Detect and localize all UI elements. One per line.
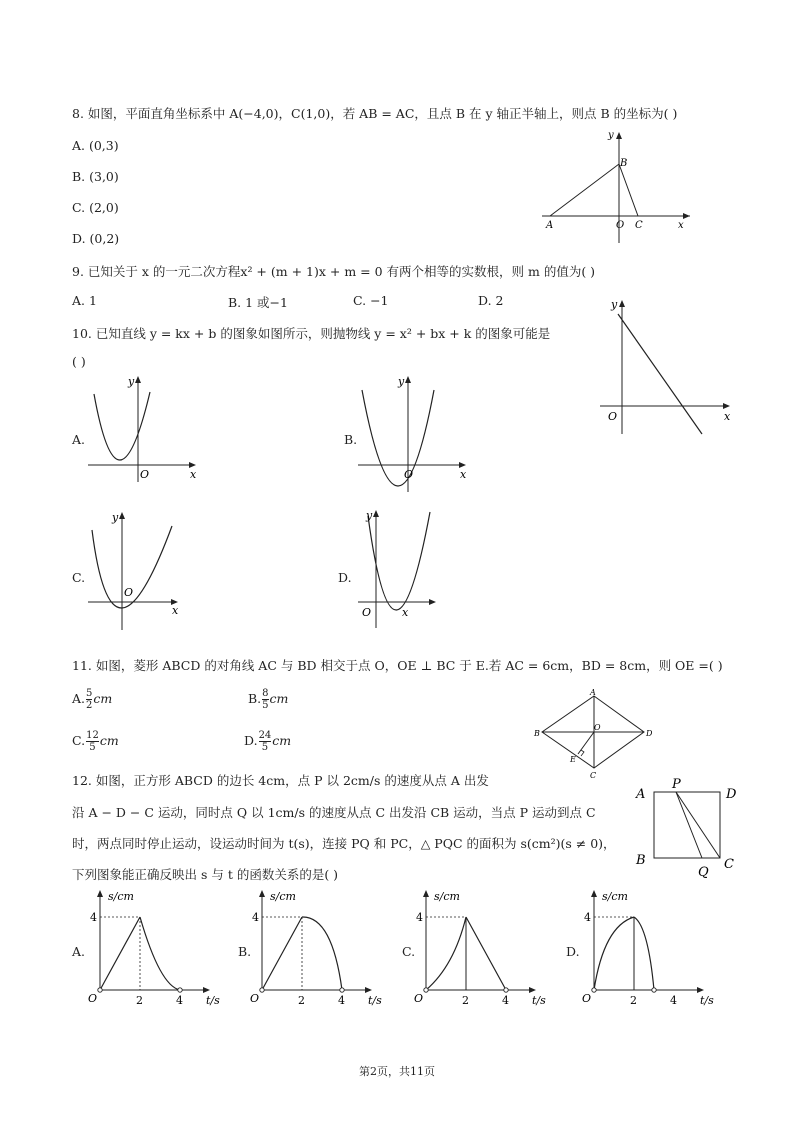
q10-option-d-graph [358,506,448,636]
q12-graph-b-label: B. [238,944,252,959]
q8-figure [540,128,700,248]
q11-d-den: 5 [261,742,269,753]
q12-graph-d-label: D. [566,944,580,959]
q12-a-tick-4y: 4 [90,911,97,924]
q11-option-c [72,730,119,753]
q12-b-tick-4y: 4 [252,911,259,924]
q12-c-tick-2: 2 [462,994,469,1007]
q10-b-x: x [460,468,467,481]
q8-fig-x: x [678,220,684,231]
q10-d-y: y [366,509,373,522]
q11-c-num: 12 [86,730,99,741]
q10-a-o: O [140,468,150,481]
q8-option-c: C. (2,0) [72,200,119,215]
q12-c-tick-4y: 4 [416,911,423,924]
q10-option-a-graph [88,372,208,482]
q11-stem: 11. 如图，菱形 ABCD 的对角线 AC 与 BD 相交于点 O，OE ⊥ BC 于 E.若 AC = 6cm，BD = 8cm，则 OE =( ) [72,658,723,673]
q10-option-b-label: B. [344,432,358,447]
q12-fig-q: Q [698,865,709,880]
q12-b-origin: O [250,992,260,1005]
q12-c-ylabel: s/cm [434,890,460,903]
q12-b-tick-2: 2 [298,994,305,1007]
q11-b-num: 8 [262,688,269,699]
q10-d-o: O [362,606,372,619]
q11-d-num: 24 [258,730,272,741]
q12-b-tick-4x: 4 [338,994,345,1007]
q12-fig-d: D [726,787,737,802]
q8-option-a: A. (0,3) [72,138,119,153]
q10-c-x: x [172,604,179,617]
q11-b-unit: cm [269,691,289,706]
q11-option-b [248,688,288,711]
q12-fig-a: A [636,787,646,802]
q10-option-c-label: C. [72,570,86,585]
q12-a-ylabel: s/cm [108,890,134,903]
q12-graph-a [88,886,228,1006]
q12-fig-c: C [724,857,734,872]
q11-a-unit: cm [93,691,113,706]
q8-stem: 8. 如图，平面直角坐标系中 A(−4,0)，C(1,0)，若 AB = AC，且点 B 在 y 轴正半轴上，则点 B 的坐标为( ) [72,106,678,121]
q11-a-label: A. [72,691,86,706]
q11-b-den: 5 [262,700,269,711]
q8-fig-a: A [546,220,554,231]
q12-a-xlabel: t/s [206,994,220,1007]
q12-d-tick-4y: 4 [584,911,591,924]
q11-fig-c: C [590,771,597,780]
q8-fig-b: B [620,158,628,169]
q12-graph-d [582,886,722,1006]
q10-c-o: O [124,586,134,599]
q12-graph-a-label: A. [72,944,86,959]
q8-fig-c: C [635,220,643,231]
q12-d-ylabel: s/cm [602,890,628,903]
q12-a-tick-2: 2 [136,994,143,1007]
q10-line-x: x [724,410,731,423]
q12-square-figure [632,772,742,880]
q12-d-origin: O [582,992,592,1005]
q11-a-num: 5 [86,688,93,699]
q10-line-figure [598,296,738,436]
q12-c-xlabel: t/s [532,994,546,1007]
q9-option-c: C. −1 [353,293,389,308]
q10-b-y: y [398,375,405,388]
q11-d-unit: cm [272,733,292,748]
q8-option-d: D. (0,2) [72,231,120,246]
q11-fig-d: D [646,729,653,738]
q11-c-unit: cm [99,733,119,748]
q12-line1: 12. 如图，正方形 ABCD 的边长 4cm，点 P 以 2cm/s 的速度从点 A 出发 [72,773,489,788]
q11-b-label: B. [248,691,262,706]
q9-option-b: B. 1 或−1 [228,295,288,310]
q10-b-o: O [404,468,414,481]
q8-fig-o: O [616,220,625,231]
q11-rhombus-figure [532,688,662,780]
q10-line-y: y [611,298,618,311]
q10-option-c-graph [88,508,198,638]
q10-line-o: O [608,410,618,423]
q10-option-d-label: D. [338,570,352,585]
q12-fig-b: B [636,853,646,868]
q8-option-b: B. (3,0) [72,169,119,184]
q10-c-y: y [112,511,119,524]
q9-stem: 9. 已知关于 x 的一元二次方程x² + (m + 1)x + m = 0 有两个相等的实数根，则 m 的值为( ) [72,264,596,279]
q10-a-y: y [128,375,135,388]
q11-a-den: 2 [86,700,93,711]
q10-a-x: x [190,468,197,481]
q12-line2: 沿 A − D − C 运动，同时点 Q 以 1cm/s 的速度从点 C 出发沿 CB 运动，当点 P 运动到点 C [72,805,596,820]
q12-c-origin: O [414,992,424,1005]
q11-fig-o: O [594,723,601,732]
q10-stem-line2: ( ) [72,354,86,369]
q11-fig-a: A [590,688,596,697]
q11-fig-b: B [534,729,540,738]
q12-fig-p: P [672,777,681,792]
q12-d-tick-2: 2 [630,994,637,1007]
q12-graph-c-label: C. [402,944,416,959]
q10-d-x: x [402,606,409,619]
q12-line3: 时，两点同时停止运动，设运动时间为 t(s)，连接 PQ 和 PC，△ PQC 的面积为 s(cm²)(s ≠ 0)， [72,836,616,851]
q9-option-d: D. 2 [478,293,504,308]
q12-d-tick-4x: 4 [670,994,677,1007]
q12-a-origin: O [88,992,98,1005]
q12-line4: 下列图象能正确反映出 s 与 t 的函数关系的是( ) [72,867,339,882]
page-footer: 第2页，共11页 [359,1065,435,1078]
q12-graph-c [414,886,554,1006]
q11-option-d [244,730,291,753]
q12-b-xlabel: t/s [368,994,382,1007]
q12-a-tick-4x: 4 [176,994,183,1007]
q12-graph-b [250,886,390,1006]
q10-option-b-graph [358,372,478,497]
q9-option-a: A. 1 [72,293,97,308]
q11-d-label: D. [244,733,258,748]
q11-c-den: 5 [89,742,96,753]
q12-b-ylabel: s/cm [270,890,296,903]
q11-fig-e: E [570,755,576,764]
q10-stem-line1: 10. 已知直线 y = kx + b 的图象如图所示，则抛物线 y = x² + bx + k 的图象可能是 [72,326,551,341]
q11-c-label: C. [72,733,86,748]
q12-c-tick-4x: 4 [502,994,509,1007]
q11-option-a [72,688,112,711]
q8-fig-y: y [608,130,614,141]
q12-d-xlabel: t/s [700,994,714,1007]
q10-option-a-label: A. [72,432,86,447]
